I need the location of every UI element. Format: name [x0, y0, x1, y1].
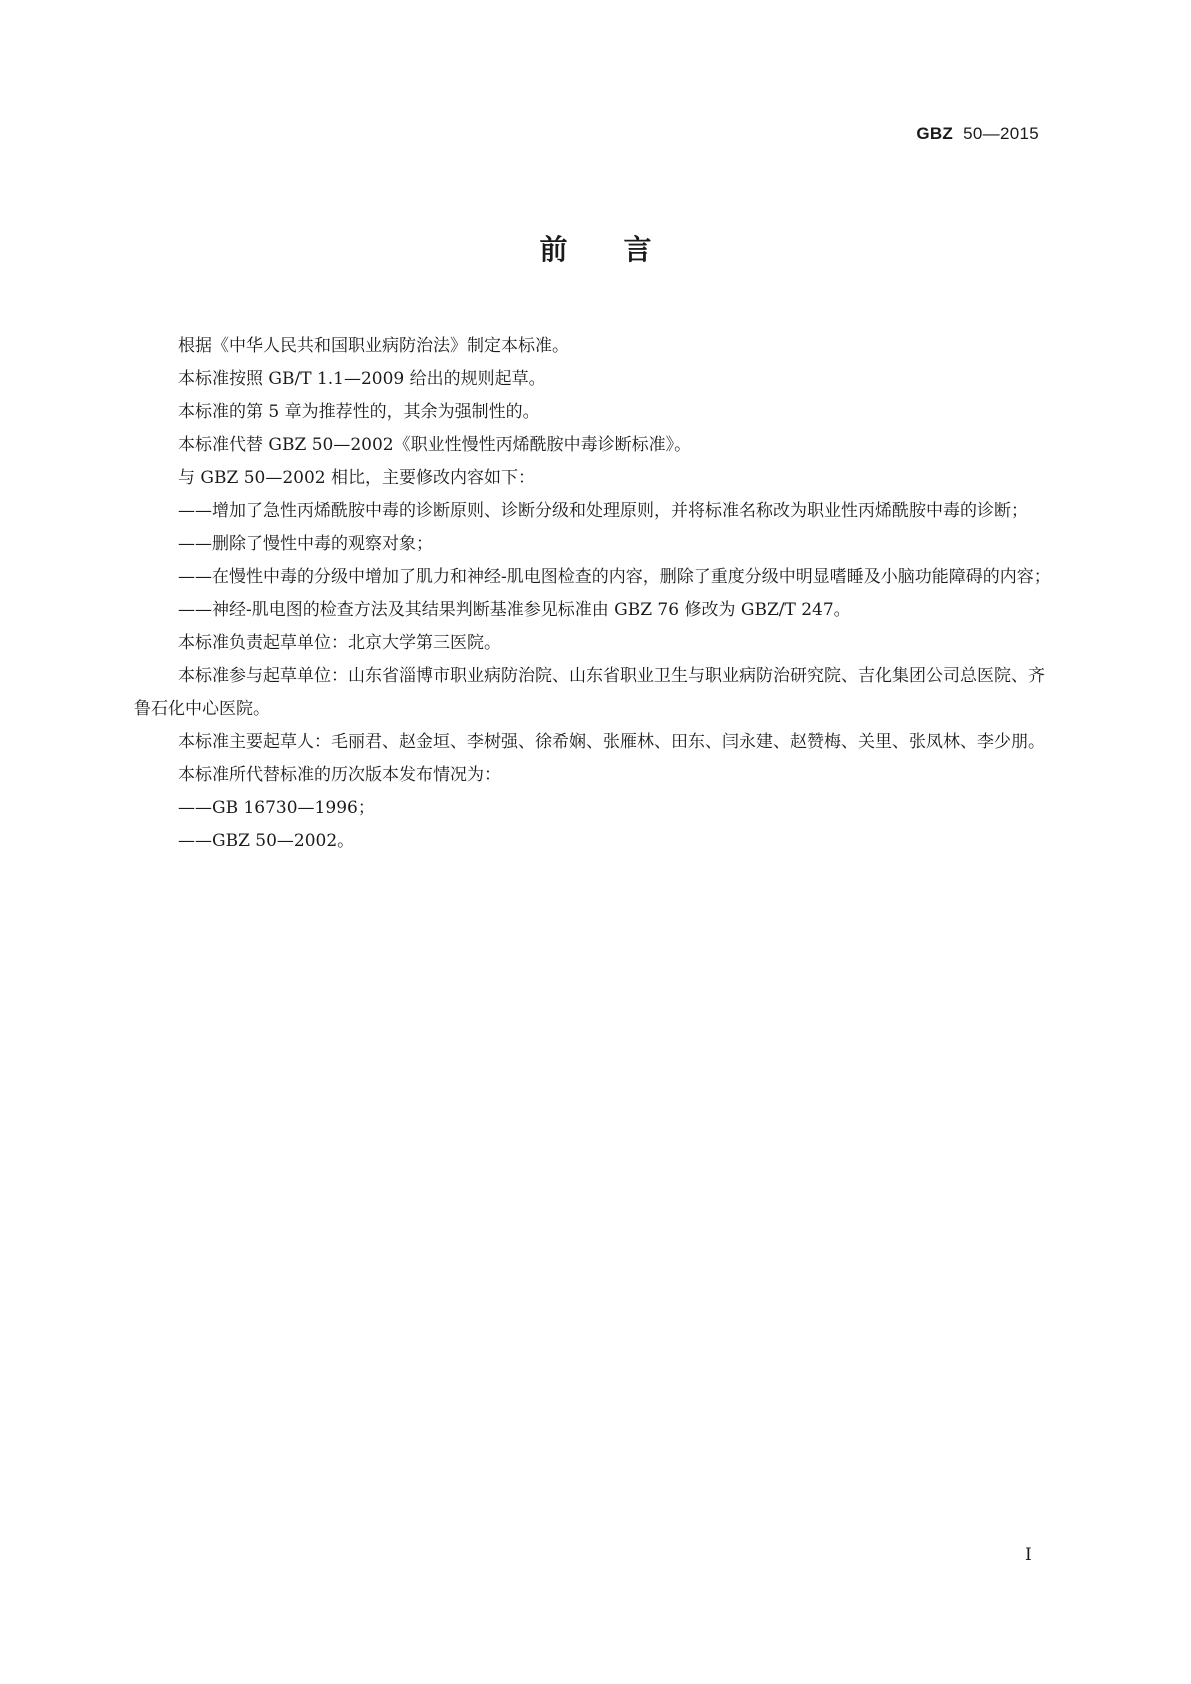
change-item-2: ——删除了慢性中毒的观察对象； — [178, 534, 433, 554]
page-number: I — [1025, 1545, 1032, 1565]
paragraph-drafting-rules: 本标准按照 GB/T 1.1—2009 给出的规则起草。 — [178, 369, 546, 389]
change-item-4: ——神经-肌电图的检查方法及其结果判断基准参见标准由 GBZ 76 修改为 GBZ/T 247。 — [178, 600, 851, 620]
paragraph-participating-units: 本标准参与起草单位：山东省淄博市职业病防治院、山东省职业卫生与职业病防治研究院、吉化集团公司总医院、齐鲁石化中心医院。 — [134, 666, 1045, 719]
paragraph-main-drafters: 本标准主要起草人：毛丽君、赵金垣、李树强、徐希娴、张雁林、田东、闫永建、赵赞梅、关里、张凤林、李少朋。 — [178, 732, 1045, 752]
paragraph-changes-intro: 与 GBZ 50—2002 相比，主要修改内容如下： — [178, 468, 535, 488]
paragraph-legal-basis: 根据《中华人民共和国职业病防治法》制定本标准。 — [178, 336, 569, 356]
page-title: 前言 — [539, 233, 708, 266]
paragraph-lead-drafter: 本标准负责起草单位：北京大学第三医院。 — [178, 633, 501, 653]
standard-number: 50—2015 — [963, 124, 1039, 143]
change-item-3: ——在慢性中毒的分级中增加了肌力和神经-肌电图检查的内容，删除了重度分级中明显嗜睡及小脑功能障碍的内容； — [178, 567, 1051, 587]
change-item-1: ——增加了急性丙烯酰胺中毒的诊断原则、诊断分级和处理原则，并将标准名称改为职业性丙烯酰胺中毒的诊断； — [178, 501, 1028, 521]
version-item-2: ——GBZ 50—2002。 — [178, 831, 355, 851]
paragraph-version-history: 本标准所代替标准的历次版本发布情况为： — [178, 765, 501, 785]
standard-prefix: GBZ — [916, 124, 954, 143]
foreword-body — [134, 330, 1059, 858]
paragraph-replaces: 本标准代替 GBZ 50—2002《职业性慢性丙烯酰胺中毒诊断标准》。 — [178, 435, 692, 455]
version-item-1: ——GB 16730—1996； — [178, 798, 375, 818]
standard-code-header — [916, 124, 1039, 144]
paragraph-chapter-status: 本标准的第 5 章为推荐性的，其余为强制性的。 — [178, 402, 540, 422]
